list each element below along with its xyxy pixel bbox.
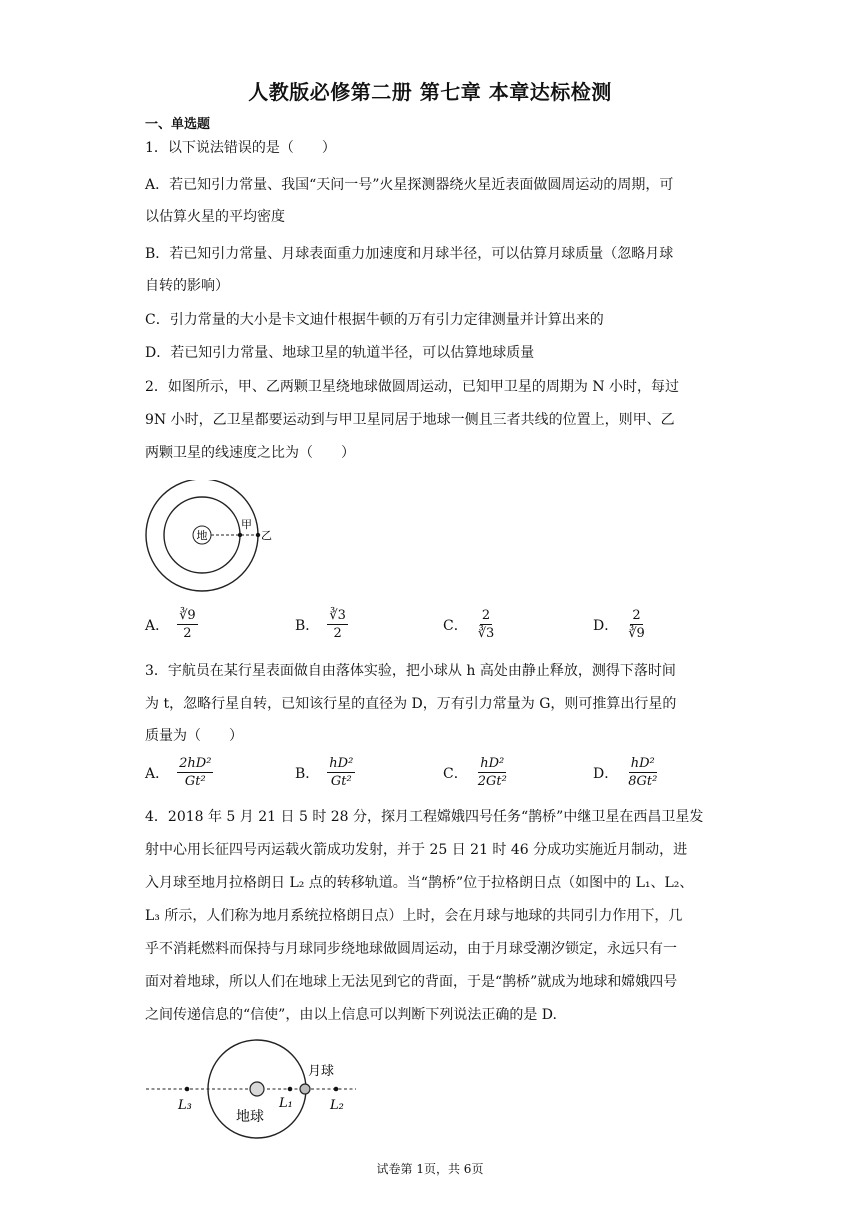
satellite-jia (238, 533, 242, 537)
q1-option-b-cont: 自转的影响） (145, 278, 229, 294)
q2-choice-c (443, 608, 496, 641)
earth-circle (250, 1082, 264, 1096)
orbit-diagram (140, 480, 290, 600)
q1-stem: 1．以下说法错误的是（ ） (145, 140, 336, 156)
fraction (626, 608, 647, 641)
q3-line-3: 质量为（ ） (145, 728, 243, 744)
fraction (476, 756, 509, 789)
q4-line-1: 4．2018 年 5 月 21 日 5 时 28 分，探月工程嫦娥四号任务“鹊桥”中继卫星在西昌卫星发 (145, 809, 704, 825)
denominator: Gt² (330, 774, 352, 789)
numerator: ∛3 (329, 608, 346, 623)
q1-option-a: A．若已知引力常量、我国“天问一号”火星探测器绕火星近表面做圆周运动的周期，可 (145, 177, 674, 193)
page-title: 人教版必修第二册 第七章 本章达标检测 (248, 80, 612, 104)
denominator: 8Gt² (628, 774, 658, 789)
denominator: 2 (183, 626, 192, 641)
q4-line-6: 面对着地球，所以人们在地球上无法见到它的背面，于是“鹊桥”就成为地球和嫦娥四号 (145, 974, 678, 990)
denominator: ∛3 (477, 626, 495, 641)
choice-label: B． (295, 765, 320, 782)
numerator: ∛9 (179, 608, 196, 623)
point-l1 (288, 1087, 293, 1092)
choice-label: A． (145, 765, 170, 782)
numerator: 2hD² (179, 756, 212, 771)
q2-line-1: 2．如图所示，甲、乙两颗卫星绕地球做圆周运动，已知甲卫星的周期为 N 小时，每过 (145, 379, 680, 395)
q3-line-2: 为 t，忽略行星自转，已知该行星的直径为 D，万有引力常量为 G，则可推算出行星的 (145, 696, 677, 712)
earth-label: 地球 (236, 1109, 264, 1125)
satellite-yi (256, 533, 260, 537)
fraction (177, 756, 213, 789)
l2-label: L₂ (330, 1098, 344, 1113)
q2-line-2: 9N 小时，乙卫星都要运动到与甲卫星同居于地球一侧且三者共线的位置上，则甲、乙 (145, 412, 675, 428)
section-heading: 一、单选题 (145, 117, 211, 132)
q2-choice-b (295, 608, 348, 641)
q3-choice-a (145, 756, 213, 789)
fraction (476, 608, 497, 641)
denominator: 2Gt² (477, 774, 507, 789)
q3-choice-b (295, 756, 355, 789)
q2-choice-d (593, 608, 647, 641)
denominator: ∛9 (628, 626, 645, 641)
point-l2 (334, 1087, 339, 1092)
satellite-yi-label: 乙 (261, 529, 272, 542)
l3-label: L₃ (178, 1098, 192, 1113)
choice-label: A． (145, 617, 170, 634)
fraction (626, 756, 659, 789)
choice-label: D． (593, 765, 619, 782)
choice-label: C． (443, 765, 468, 782)
fraction (327, 756, 355, 789)
moon-label: 月球 (308, 1064, 335, 1079)
numerator: 2 (481, 608, 491, 623)
q1-option-d: D．若已知引力常量、地球卫星的轨道半径，可以估算地球质量 (145, 345, 535, 361)
q4-line-2: 射中心用长征四号丙运载火箭成功发射，并于 25 日 21 时 46 分成功实施近月制动，进 (145, 842, 688, 858)
moon-circle (300, 1084, 310, 1094)
page-footer: 试卷第 1页，共 6页 (376, 1162, 484, 1176)
choice-label: C． (443, 617, 468, 634)
q4-line-4: L₃ 所示，人们称为地月系统拉格朗日点）上时，会在月球与地球的共同引力作用下，几 (145, 908, 683, 924)
q1-option-a-cont: 以估算火星的平均密度 (145, 209, 285, 225)
q4-line-5: 乎不消耗燃料而保持与月球同步绕地球做圆周运动，由于月球受潮汐锁定，永远只有一 (145, 941, 677, 957)
q2-choice-a (145, 608, 198, 641)
earth-label: 地 (196, 529, 208, 542)
denominator: Gt² (184, 774, 206, 789)
q1-option-b: B．若已知引力常量、月球表面重力加速度和月球半径，可以估算月球质量（忽略月球 (145, 246, 674, 262)
fraction (177, 608, 198, 641)
q3-choice-d (593, 756, 659, 789)
numerator: hD² (329, 756, 354, 771)
numerator: 2 (632, 608, 641, 623)
l1-label: L₁ (279, 1096, 293, 1111)
q3-choice-c (443, 756, 509, 789)
choice-label: B． (295, 617, 320, 634)
q4-line-3: 入月球至地月拉格朗日 L₂ 点的转移轨道。当“鹊桥”位于拉格朗日点（如图中的 L₁、L₂、 (145, 875, 694, 891)
lagrange-diagram (140, 1035, 380, 1145)
q2-line-3: 两颗卫星的线速度之比为（ ） (145, 445, 355, 461)
numerator: hD² (630, 756, 655, 771)
point-l3 (185, 1087, 190, 1092)
choice-label: D． (593, 617, 619, 634)
numerator: hD² (480, 756, 505, 771)
denominator: 2 (333, 626, 342, 641)
q3-line-1: 3．宇航员在某行星表面做自由落体实验，把小球从 h 高处由静止释放，测得下落时间 (145, 663, 676, 679)
fraction (327, 608, 348, 641)
q1-option-c: C．引力常量的大小是卡文迪什根据牛顿的万有引力定律测量并计算出来的 (145, 312, 604, 328)
satellite-jia-label: 甲 (241, 518, 252, 531)
q4-line-7: 之间传递信息的“信使”，由以上信息可以判断下列说法正确的是 D. (145, 1007, 557, 1023)
